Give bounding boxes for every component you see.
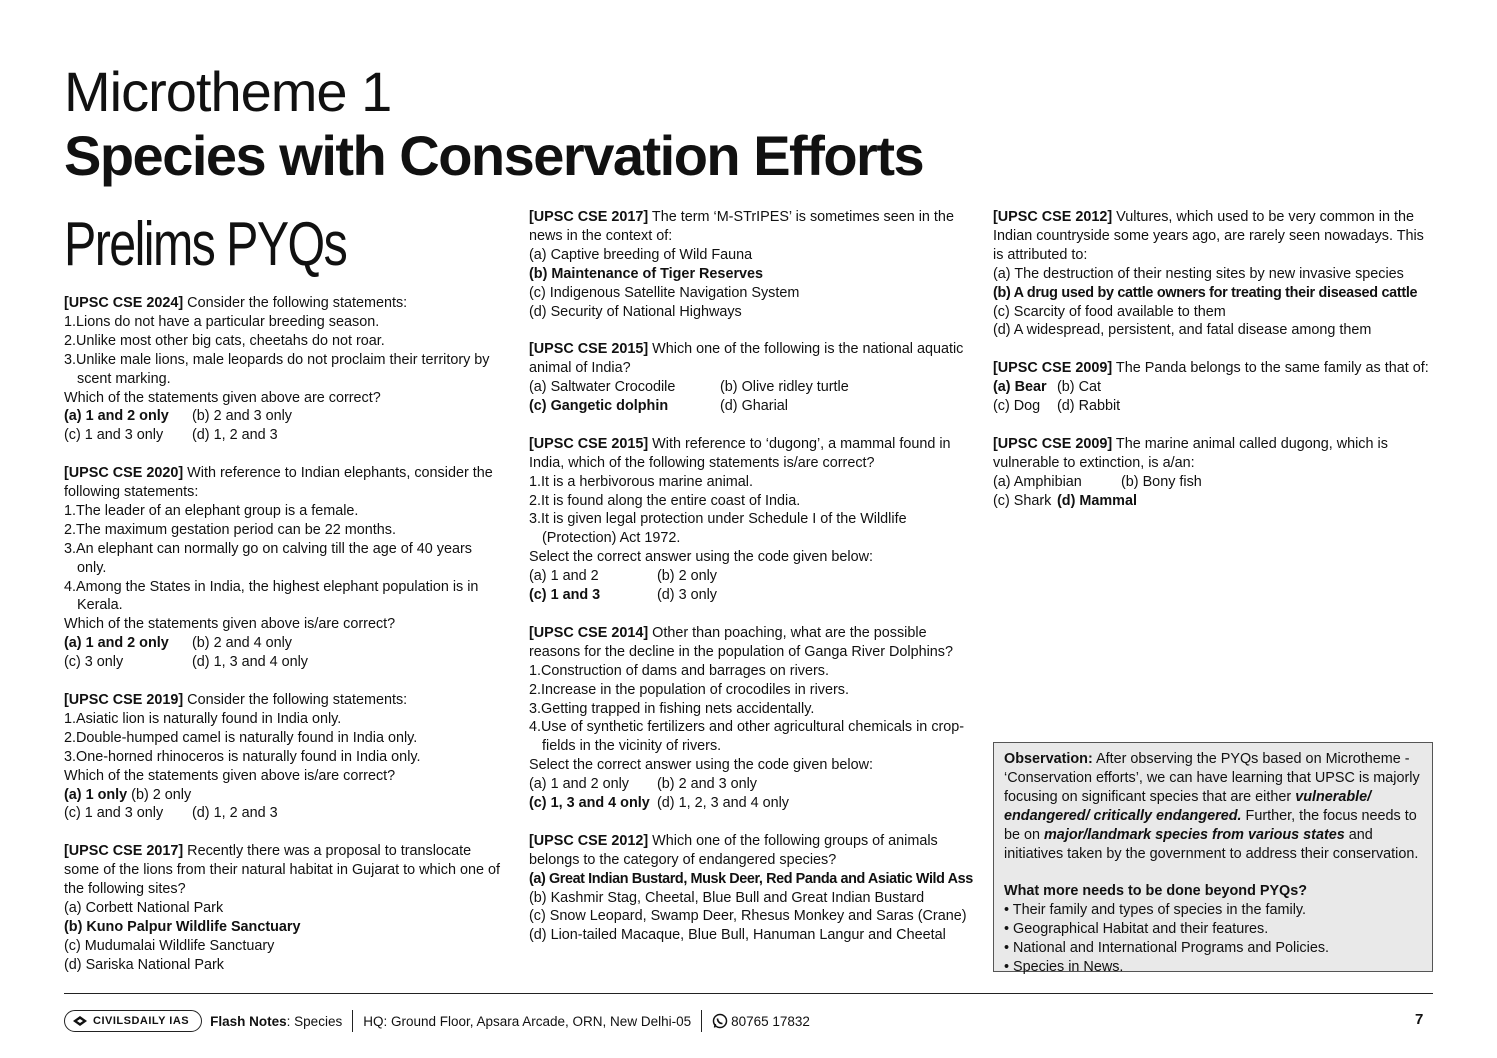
question-stem: The Panda belongs to the same family as that of:: [1115, 360, 1429, 377]
question-stem: The term ‘M-STrIPES’ is sometimes seen in the news in the context of:: [529, 209, 954, 244]
observation-text: Further, the focus needs to be on: [1004, 807, 1417, 843]
question-2024: [64, 294, 504, 445]
option-c: (c) Snow Leopard, Swamp Deer, Rhesus Monkey and Saras (Crane): [529, 908, 967, 925]
question-tag: [UPSC CSE 2015]: [529, 341, 649, 358]
question-tag: [UPSC CSE 2012]: [993, 209, 1113, 225]
option-d: (d) 1, 2, 3 and 4 only: [657, 795, 789, 812]
logo-mark-icon: [73, 1016, 87, 1026]
option-c: (c) 1 and 3 only: [64, 427, 164, 444]
question-prompt: Which of the statements given above is/are correct?: [64, 616, 396, 633]
question-tag: [UPSC CSE 2017]: [64, 843, 184, 860]
page-number: 7: [1415, 1011, 1424, 1028]
option-d: (d) 1, 3 and 4 only: [192, 654, 308, 671]
option-a: (a) 1 and 2 only: [529, 776, 629, 793]
question-2009-panda: [993, 359, 1433, 416]
question-tag: [UPSC CSE 2009]: [993, 360, 1113, 377]
logo-text: CIVILSDAILY IAS: [93, 1015, 190, 1027]
question-stem: With reference to Indian elephants, consider the following statements:: [64, 465, 493, 501]
footer-separator: [352, 1010, 353, 1032]
statement: 3.Getting trapped in fishing nets accidentally.: [529, 700, 815, 717]
question-2014: [529, 624, 974, 813]
option-c: (c) 3 only: [64, 654, 124, 671]
statement: 1.It is a herbivorous marine animal.: [529, 473, 753, 490]
section-heading: Prelims PYQs: [64, 210, 347, 279]
option-d: (d) 3 only: [657, 587, 717, 604]
observation-text: After observing the PYQs based on Microtheme - ‘Conservation efforts’, we can have learning that UPSC is majorly focusing on significant species that are either: [1004, 751, 1420, 805]
statement: 2.The maximum gestation period can be 22 months.: [64, 521, 396, 538]
microtheme-heading: Microtheme 1: [64, 60, 392, 123]
footer-separator: [701, 1010, 702, 1032]
column-1: [64, 294, 504, 993]
question-2012-vultures: [993, 208, 1433, 340]
statement: 1.Lions do not have a particular breeding season.: [64, 313, 380, 330]
statement: 3.An elephant can normally go on calving till the age of 40 years only.: [64, 540, 472, 576]
option-a-answer: (a) 1 and 2 only: [64, 408, 169, 425]
option-a: (a) Saltwater Crocodile: [529, 379, 676, 396]
option-a-answer: (a) Great Indian Bustard, Musk Deer, Red Panda and Asiatic Wild Ass: [529, 870, 973, 887]
statement: 1.Construction of dams and barrages on rivers.: [529, 662, 829, 679]
observation-emphasis: vulnerable/ endangered/ critically endangered.: [1004, 788, 1372, 824]
question-tag: [UPSC CSE 2014]: [529, 624, 649, 641]
statement: 1.Asiatic lion is naturally found in India only.: [64, 710, 342, 727]
option-c-answer: (c) 1, 3 and 4 only: [529, 795, 650, 812]
question-stem: Recently there was a proposal to translocate some of the lions from their natural habitat in Gujarat to which one of the following sites?: [64, 843, 500, 898]
question-tag: [UPSC CSE 2017]: [529, 209, 649, 225]
question-2017-mstripes: [529, 208, 974, 321]
option-c: (c) Mudumalai Wildlife Sanctuary: [64, 937, 275, 954]
statement: 1.The leader of an elephant group is a female.: [64, 502, 359, 519]
column-3: [993, 208, 1433, 529]
question-2009-dugong: [993, 435, 1433, 511]
question-stem: Consider the following statements:: [187, 692, 408, 708]
footer-phone: 80765 17832: [731, 1013, 810, 1029]
question-tag: [UPSC CSE 2024]: [64, 295, 184, 311]
flash-notes-label: Flash Notes: [210, 1013, 287, 1029]
question-prompt: Select the correct answer using the code given below:: [529, 757, 873, 774]
civilsdaily-logo: [64, 1010, 202, 1032]
observation-emphasis: major/landmark species from various states: [1044, 826, 1345, 843]
question-stem: Which one of the following groups of animals belongs to the category of endangered species?: [529, 832, 938, 868]
footer-address: HQ: Ground Floor, Apsara Arcade, ORN, New Delhi-05: [363, 1013, 692, 1029]
question-prompt: Which of the statements given above is/are correct?: [64, 767, 396, 784]
question-stem: Which one of the following is the national aquatic animal of India?: [529, 341, 964, 377]
question-2015-aquatic: [529, 340, 974, 416]
statement: 2.Unlike most other big cats, cheetahs do not roar.: [64, 332, 385, 349]
option-b: (b) 2 only: [131, 786, 192, 803]
option-a: (a) Captive breeding of Wild Fauna: [529, 246, 753, 263]
statement: 2.It is found along the entire coast of India.: [529, 492, 801, 509]
observation-text: and initiatives taken by the government to address their conservation.: [1004, 826, 1419, 862]
question-prompt: Select the correct answer using the code given below:: [529, 549, 873, 566]
option-c-answer: (c) 1 and 3: [529, 587, 601, 604]
option-b: (b) 2 and 3 only: [657, 776, 757, 793]
whatsapp-icon: [712, 1013, 728, 1029]
option-c: (c) 1 and 3 only: [64, 805, 164, 822]
question-stem: Other than poaching, what are the possible reasons for the decline in the population of Ganga River Dolphins?: [529, 624, 953, 660]
flash-notes-topic: : Species: [286, 1013, 343, 1029]
option-a-answer: (a) 1 and 2 only: [64, 635, 169, 652]
statement: 4.Among the States in India, the highest elephant population is in Kerala.: [64, 578, 479, 614]
option-c: (c) Dog: [993, 398, 1041, 415]
option-c-answer: (c) Gangetic dolphin: [529, 398, 669, 415]
question-stem: Consider the following statements:: [187, 295, 408, 311]
statement: 2.Increase in the population of crocodiles in rivers.: [529, 681, 849, 698]
statement: 3.Unlike male lions, male leopards do not proclaim their territory by scent marking.: [64, 351, 490, 387]
bullet-item: • National and International Programs and Policies.: [1004, 940, 1330, 957]
question-2012-endangered: [529, 832, 974, 945]
observation-box: [993, 742, 1433, 975]
option-a: (a) The destruction of their nesting sites by new invasive species: [993, 265, 1404, 282]
option-b-answer: (b) Kuno Palpur Wildlife Sanctuary: [64, 918, 301, 935]
option-b: (b) Bony fish: [1121, 473, 1202, 490]
option-c: (c) Indigenous Satellite Navigation System: [529, 284, 800, 301]
option-d: (d) Rabbit: [1057, 398, 1121, 415]
option-d: (d) A widespread, persistent, and fatal disease among them: [993, 322, 1372, 339]
bullet-item: • Their family and types of species in the family.: [1004, 902, 1307, 919]
question-2020: [64, 464, 504, 672]
statement: 2.Double-humped camel is naturally found in India only.: [64, 729, 418, 746]
footer-divider: [64, 993, 1433, 994]
option-c: (c) Scarcity of food available to them: [993, 303, 1226, 320]
option-b: (b) Cat: [1057, 379, 1101, 396]
option-d: (d) Gharial: [720, 398, 788, 415]
option-b: (b) Olive ridley turtle: [720, 379, 849, 396]
column-2: [529, 208, 974, 964]
option-a-answer: (a) 1 only: [64, 786, 128, 803]
option-b-answer: (b) A drug used by cattle owners for treating their diseased cattle: [993, 284, 1418, 301]
option-a: (a) Amphibian: [993, 473, 1082, 490]
question-2015-dugong: [529, 435, 974, 605]
statement: 4.Use of synthetic fertilizers and other agricultural chemicals in crop-fields in the vicinity of rivers.: [529, 719, 965, 755]
more-title: What more needs to be done beyond PYQs?: [1004, 883, 1308, 900]
question-2017-lions: [64, 842, 504, 974]
statement: 3.One-horned rhinoceros is naturally found in India only.: [64, 748, 421, 765]
observation-label: Observation:: [1004, 751, 1093, 767]
option-d: (d) 1, 2 and 3: [192, 427, 278, 444]
option-d: (d) Lion-tailed Macaque, Blue Bull, Hanuman Langur and Cheetal: [529, 927, 946, 944]
question-prompt: Which of the statements given above are correct?: [64, 389, 381, 406]
question-tag: [UPSC CSE 2020]: [64, 465, 184, 482]
option-a-answer: (a) Bear: [993, 379, 1047, 396]
question-tag: [UPSC CSE 2015]: [529, 435, 649, 452]
option-d: (d) 1, 2 and 3: [192, 805, 278, 822]
page-title: Species with Conservation Efforts: [64, 124, 924, 187]
option-b: (b) 2 and 3 only: [192, 408, 292, 425]
bullet-item: • Species in News.: [1004, 958, 1124, 975]
bullet-item: • Geographical Habitat and their features.: [1004, 921, 1269, 938]
option-d-answer: (d) Mammal: [1057, 492, 1137, 509]
question-stem: With reference to ‘dugong’, a mammal found in India, which of the following statements is/are correct?: [529, 435, 951, 471]
option-a: (a) Corbett National Park: [64, 899, 224, 916]
question-tag: [UPSC CSE 2012]: [529, 832, 649, 849]
option-d: (d) Security of National Highways: [529, 303, 742, 320]
option-b: (b) 2 and 4 only: [192, 635, 292, 652]
option-d: (d) Sariska National Park: [64, 956, 224, 973]
option-b-answer: (b) Maintenance of Tiger Reserves: [529, 265, 764, 282]
question-tag: [UPSC CSE 2019]: [64, 692, 184, 708]
option-a: (a) 1 and 2: [529, 568, 599, 585]
footer: [64, 1008, 810, 1034]
question-stem: Vultures, which used to be very common in the Indian countryside some years ago, are rarely seen nowadays. This is attributed to:: [993, 209, 1424, 263]
question-2019: [64, 691, 504, 823]
option-c: (c) Shark: [993, 492, 1052, 509]
option-b: (b) 2 only: [657, 568, 717, 585]
option-b: (b) Kashmir Stag, Cheetal, Blue Bull and Great Indian Bustard: [529, 889, 925, 906]
statement: 3.It is given legal protection under Schedule I of the Wildlife (Protection) Act 1972.: [529, 511, 907, 547]
question-stem: The marine animal called dugong, which is vulnerable to extinction, is a/an:: [993, 435, 1388, 471]
question-tag: [UPSC CSE 2009]: [993, 435, 1113, 452]
